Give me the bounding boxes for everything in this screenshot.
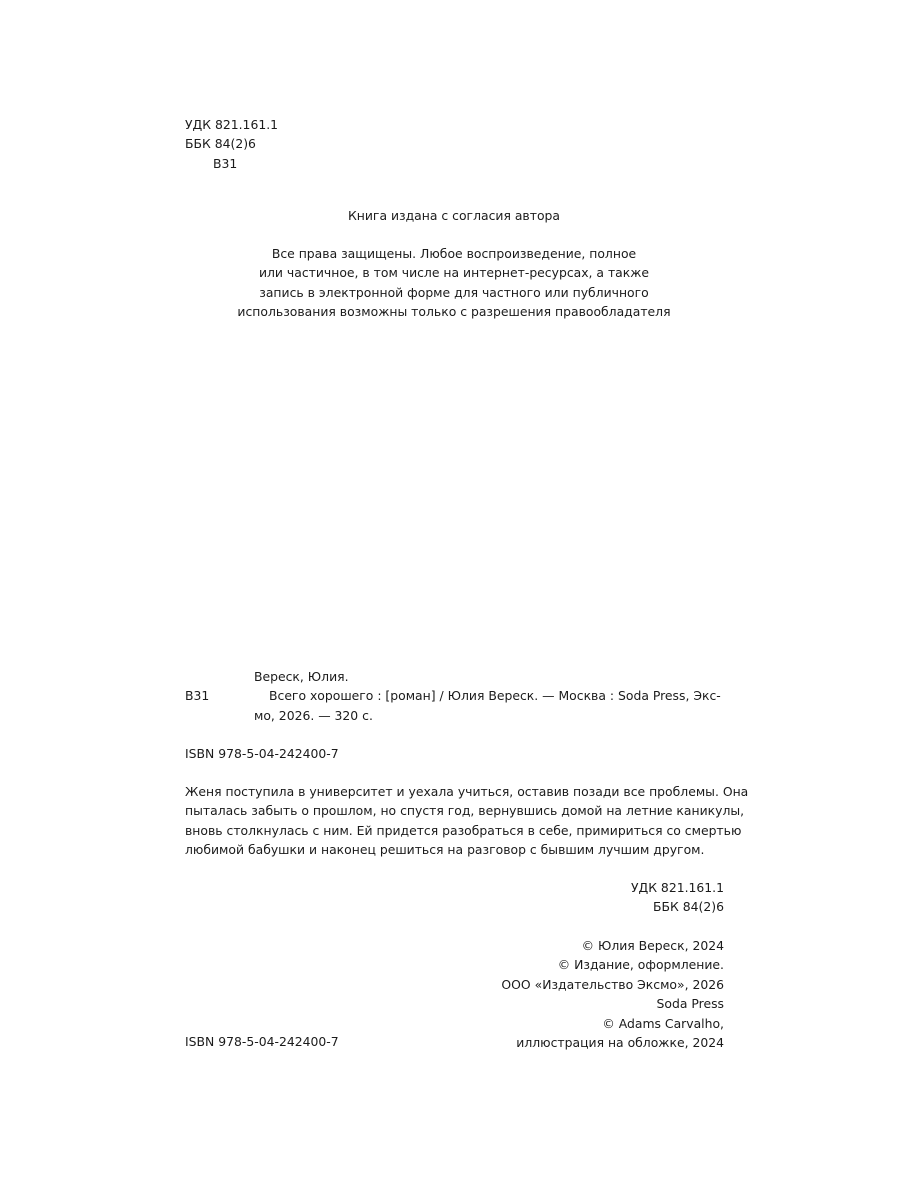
- rights-line: или частичное, в том числе на интернет-ресурсах, а также: [258, 265, 650, 281]
- udk-code: УДК 821.161.1: [185, 117, 279, 132]
- bbk-code: ББК 84(2)6: [185, 136, 256, 152]
- annotation-line: пыталась забыть о прошлом, но спустя год, вернувшись домой на летние каникулы,: [185, 803, 745, 819]
- annotation-line: любимой бабушки и наконец решиться на разговор с бывшим лучшим другом.: [185, 842, 705, 858]
- copyright-line: иллюстрация на обложке, 2024: [516, 1035, 724, 1051]
- copyright-line: ООО «Издательство Эксмо», 2026: [501, 976, 724, 992]
- annotation: [185, 782, 749, 860]
- copyright-line: © Adams Carvalho,: [602, 1015, 724, 1031]
- rights-notice: [0, 244, 900, 322]
- bib-title-row: [185, 686, 725, 705]
- isbn-top: ISBN 978-5-04-242400-7: [185, 746, 339, 761]
- bottom-classification-codes: [631, 878, 724, 917]
- annotation-line: вновь столкнулась с ним. Ей придется разобраться в себе, примириться со смертью: [185, 822, 742, 838]
- consent-note: Книга издана с согласия автора: [347, 208, 560, 223]
- udk-code-bottom: УДК 821.161.1: [630, 880, 724, 895]
- copyright-line: Soda Press: [656, 996, 724, 1012]
- copyright-block: [501, 936, 724, 1052]
- bib-code: В31: [185, 688, 210, 704]
- rights-line: запись в электронной форме для частного или публичного: [259, 284, 649, 300]
- annotation-line: Женя поступила в университет и уехала учиться, оставив позади все проблемы. Она: [185, 784, 749, 799]
- bbk-code-bottom: ББК 84(2)6: [653, 899, 724, 915]
- rights-line: Все права защищены. Любое воспроизведение, полное: [271, 246, 637, 261]
- isbn-bottom: ISBN 978-5-04-242400-7: [185, 1034, 339, 1049]
- top-classification-codes: [185, 115, 278, 173]
- copyright-line: © Юлия Вереск, 2024: [581, 938, 724, 953]
- bib-title-continuation: мо, 2026. — 320 с.: [254, 707, 373, 723]
- author-mark: В31: [213, 155, 238, 171]
- bib-title: Всего хорошего : [роман] / Юлия Вереск. — Москва : Soda Press, Экс-: [269, 688, 721, 704]
- copyright-line: © Издание, оформление.: [557, 957, 724, 973]
- bibliographic-record: [185, 667, 725, 725]
- bib-author: Вереск, Юлия.: [254, 669, 349, 684]
- rights-line: использования возможны только с разрешения правообладателя: [237, 304, 671, 320]
